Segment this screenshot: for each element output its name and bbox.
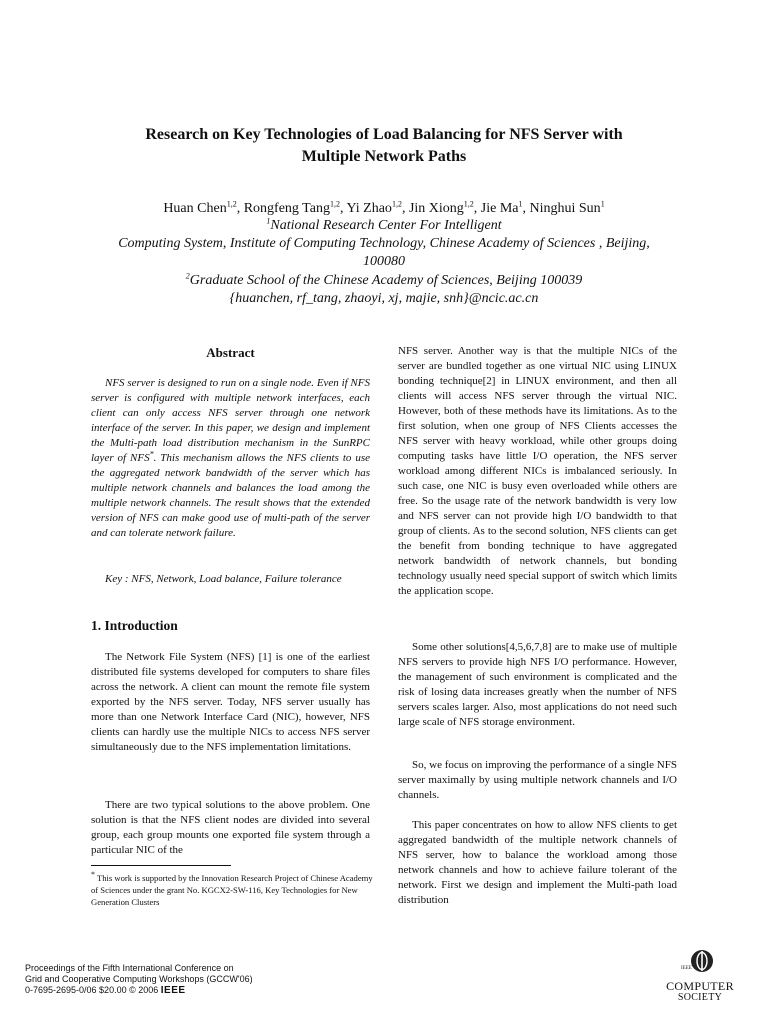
author: Jie Ma$^1$, <box>480 199 530 216</box>
right-column-paragraph-1: NFS server. Another way is that the multiple NICs of the server are bundled together as one virtual NIC using LINUX bonding technique[2] in LINUX environment, and then all clients will access NFS server through the virtual NIC. However, both of these methods have its limitations. As to the first solution, when one group of NFS Clients accesses the NFS server with heavy workload, while other groups doing computing tasks have little I/O operation, the NFS server workload among different NICs is imbalanced seriously. In such case, one NIC is busy even overloaded while others are free. So the usage rate of the network bandwidth is very low and NFS server can not provide high I/O bandwidth to that group of clients. As to the second solution, NFS clients can get the benefit from bonding technique to have aggregated network bandwidth of network channels, but bonding technology usually need special support of switch which limits the application scope. <box>398 345 677 597</box>
footer-line-3: 0-7695-2695-0/06 $20.00 © 2006 IEEE <box>25 985 186 996</box>
paper-title <box>60 124 708 168</box>
author: Rongfeng Tang$^{1,2}$, <box>243 199 347 216</box>
author: Yi Zhao$^{1,2}$, <box>346 199 409 216</box>
keywords: Key : NFS, Network, Load balance, Failure tolerance <box>105 573 342 585</box>
ieee-logo-text: IEEE <box>160 985 186 996</box>
author-list <box>60 200 708 218</box>
abstract-text-part-1: NFS server is designed to run on a single node. Even if NFS server is configured with multiple network interfaces, each client can only access NFS server through one network interface of the server. In this paper, we design and implement the Multi-path load distribution mechanism in the SunRPC layer of NFS <box>91 377 370 464</box>
affiliation-1-line-1: $^1$National Research Center For Intelligent <box>266 216 502 233</box>
abstract-heading: Abstract <box>206 345 255 360</box>
footnote-marker: * <box>149 449 154 459</box>
abstract-body <box>91 376 370 541</box>
footnote: * This work is supported by the Innovation Research Project of Chinese Academy of Sciences under the grant No. KGCX2-SW-116, Key Technologies for New Generation Clusters <box>91 870 373 907</box>
title-line-1: Research on Key Technologies of Load Balancing for NFS Server with <box>145 126 623 143</box>
author: Ninghui Sun$^1$ <box>529 199 605 216</box>
logo-society-text: SOCIETY <box>677 992 723 1003</box>
svg-text:IEEE: IEEE <box>681 966 692 971</box>
computer-society-emblem-icon <box>660 945 740 975</box>
author: Jin Xiong$^{1,2}$, <box>408 199 481 216</box>
logo-computer-text: COMPUTER <box>666 979 734 993</box>
affiliation-2: $^2$Graduate School of the Chinese Academy of Sciences, Beijing 100039 <box>185 271 583 288</box>
author-emails: {huanchen, rf_tang, zhaoyi, xj, majie, snh}@ncic.ac.cn <box>229 291 539 306</box>
affiliation-1-line-2: Computing System, Institute of Computing Technology, Chinese Academy of Sciences , Beijing, <box>118 236 650 251</box>
intro-paragraph-1: The Network File System (NFS) [1] is one of the earliest distributed file systems developed for computers to share files across the network. A client can mount the remote file system exported by the NFS server. Today, NFS server usually has more than one Network Interface Card (NIC), however, NFS clients can hardly use the multiple NICs to access NFS server simultaneously due to the NFS implementation limitations. <box>91 651 370 753</box>
right-column-paragraph-3: So, we focus on improving the performance of a single NFS server maximally by using multiple network channels and I/O channels. <box>398 759 677 801</box>
author: Huan Chen$^{1,2}$, <box>163 199 244 216</box>
right-column-paragraph-2: Some other solutions[4,5,6,7,8] are to make use of multiple NFS servers to provide high NFS I/O performance. However, the management of such environment is complicated and the risk of losing data increases greatly when the number of NFS servers scales larger. Also, most applications do not need such large scale of NFS storage environment. <box>398 641 677 728</box>
right-column-paragraph-4: This paper concentrates on how to allow NFS clients to get aggregated bandwidth of the multiple network channels of NFS server, how to balance the workload among those network channels and how to achieve failure tolerant of the network. First we design and implement the Multi-path load distribution <box>398 819 677 906</box>
abstract-text-part-2: . This mechanism allows the NFS clients to use the aggregated network bandwidth of the server which has multiple network channels and balances the load among the multiple network channels. The result shows that the extended version of NFS can make good use of multi-path of the server and can tolerate network failure. <box>91 452 370 539</box>
footer-line-1: Proceedings of the Fifth International Conference on <box>25 963 234 973</box>
footnote-divider <box>91 865 231 866</box>
computer-society-logo <box>660 945 740 1005</box>
intro-paragraph-2: There are two typical solutions to the above problem. One solution is that the NFS client nodes are divided into several group, each group mounts one exported file system through a particular NIC of the <box>91 799 370 856</box>
section-heading-introduction: 1. Introduction <box>91 618 178 633</box>
proceedings-footer <box>25 963 355 996</box>
title-line-2: Multiple Network Paths <box>301 148 467 165</box>
affiliation-1-line-3: 100080 <box>363 254 405 269</box>
footer-line-2: Grid and Cooperative Computing Workshops (GCCW'06) <box>25 974 253 984</box>
